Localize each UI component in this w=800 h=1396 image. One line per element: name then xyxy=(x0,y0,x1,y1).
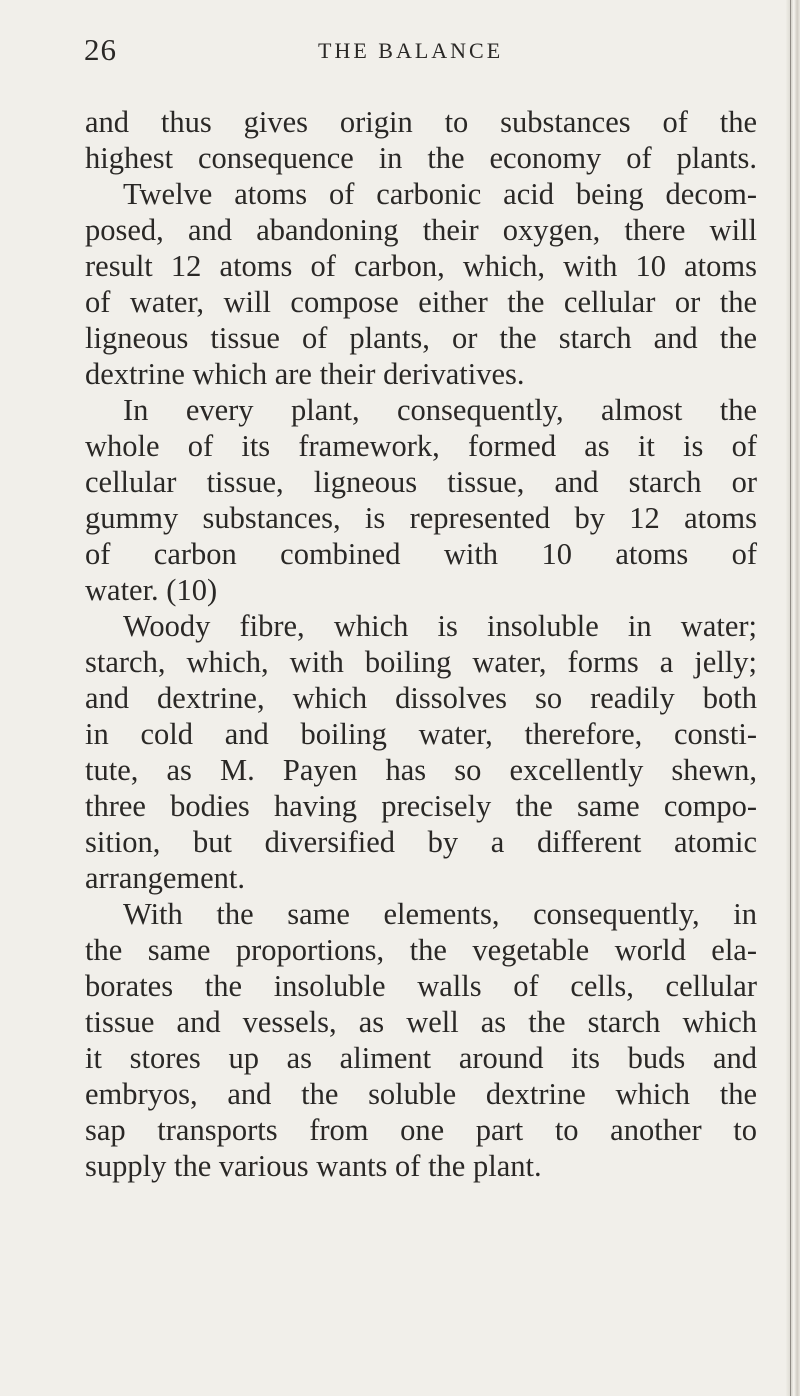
running-head xyxy=(0,30,800,70)
running-title: THE BALANCE xyxy=(318,38,504,63)
text-line: tissue and vessels, as well as the starch which xyxy=(85,1005,757,1039)
text-line: of carbon combined with 10 atoms of xyxy=(85,537,757,571)
text-line: supply the various wants of the plant. xyxy=(85,1149,542,1183)
text-line: borates the insoluble walls of cells, cellular xyxy=(85,969,757,1003)
text-line: result 12 atoms of carbon, which, with 10 atoms xyxy=(85,249,757,283)
page-number: 26 xyxy=(84,32,117,67)
text-line: arrangement. xyxy=(85,861,246,895)
text-line: water. (10) xyxy=(85,573,218,607)
text-line: starch, which, with boiling water, forms a jelly; xyxy=(85,645,757,679)
text-line: sap transports from one part to another to xyxy=(85,1113,757,1147)
text-line: in cold and boiling water, therefore, consti- xyxy=(85,717,757,751)
text-line: Woody fibre, which is insoluble in water; xyxy=(123,609,757,643)
text-line: sition, but diversified by a different atomic xyxy=(85,825,757,859)
text-line: of water, will compose either the cellular or the xyxy=(85,285,757,319)
body-text xyxy=(85,104,757,1184)
text-line: the same proportions, the vegetable world ela- xyxy=(85,933,757,967)
text-line: it stores up as aliment around its buds and xyxy=(85,1041,757,1075)
text-line: three bodies having precisely the same compo- xyxy=(85,789,757,823)
text-line: With the same elements, consequently, in xyxy=(123,897,757,931)
text-line: cellular tissue, ligneous tissue, and starch or xyxy=(85,465,757,499)
text-line: In every plant, consequently, almost the xyxy=(123,393,757,427)
text-line: and dextrine, which dissolves so readily both xyxy=(85,681,757,715)
text-line: and thus gives origin to substances of the xyxy=(85,105,757,139)
text-line: tute, as M. Payen has so excellently shewn, xyxy=(85,753,757,787)
text-line: ligneous tissue of plants, or the starch and the xyxy=(85,321,757,355)
text-line: posed, and abandoning their oxygen, there will xyxy=(85,213,757,247)
text-line: dextrine which are their derivatives. xyxy=(85,357,525,391)
page-edge xyxy=(786,0,800,1396)
text-line: highest consequence in the economy of plants. xyxy=(85,141,757,175)
text-line: embryos, and the soluble dextrine which the xyxy=(85,1077,757,1111)
text-line: whole of its framework, formed as it is of xyxy=(85,429,757,463)
text-line: gummy substances, is represented by 12 atoms xyxy=(85,501,757,535)
text-line: Twelve atoms of carbonic acid being decom- xyxy=(123,177,757,211)
page-edge-line xyxy=(790,0,791,1396)
